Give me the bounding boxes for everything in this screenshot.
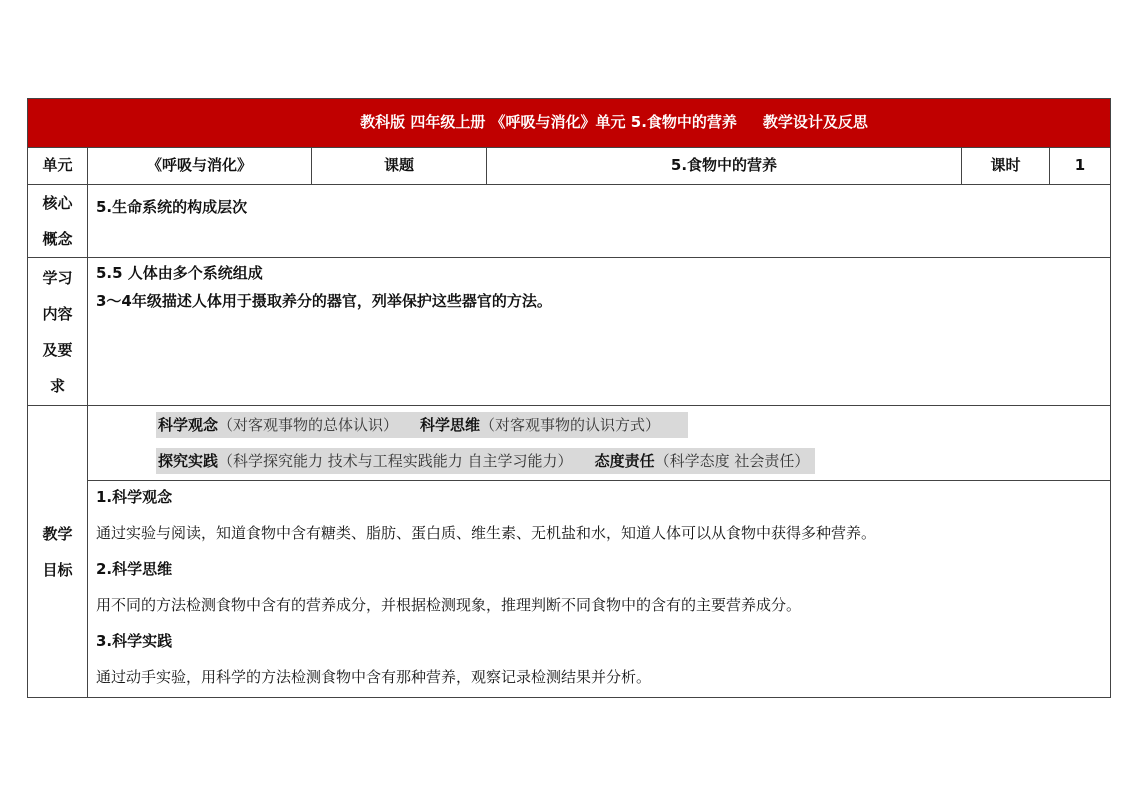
label-line: 教学 <box>42 524 73 543</box>
core-concept-label-line: 核心 <box>42 194 73 212</box>
teaching-goals-label <box>28 406 88 698</box>
literacy-bar <box>156 448 815 474</box>
literacy-key: 科学观念 <box>158 416 219 434</box>
literacy-bar <box>156 412 688 438</box>
objective-heading: 3.科学实践 <box>96 632 173 650</box>
objective-heading: 1.科学观念 <box>96 488 173 506</box>
objectives-row <box>28 481 1111 698</box>
literacy-note: （科学态度 社会责任） <box>654 452 810 470</box>
topic-value: 5.食物中的营养 <box>487 148 962 185</box>
learning-requirements-label <box>28 258 88 406</box>
requirement-line: 3～4年级描述人体用于摄取养分的器官，列举保护这些器官的方法。 <box>96 292 552 310</box>
literacy-key: 探究实践 <box>158 452 219 470</box>
learning-requirements-cell <box>88 258 1111 406</box>
title-main: 教科版 四年级上册 《呼吸与消化》单元 5.食物中的营养 <box>360 113 737 132</box>
unit-value: 《呼吸与消化》 <box>88 148 312 185</box>
label-line: 内容 <box>42 304 73 323</box>
objective-text: 通过动手实验，用科学的方法检测食物中含有那种营养，观察记录检测结果并分析。 <box>96 668 652 686</box>
label-line: 及要 <box>42 340 73 359</box>
header-row <box>28 148 1111 185</box>
literacy-note: （科学探究能力 技术与工程实践能力 自主学习能力） <box>218 452 573 470</box>
document-title <box>28 99 1111 148</box>
literacy-line-1 <box>156 412 1102 448</box>
core-concept-label-line: 概念 <box>42 230 73 248</box>
label-line: 学习 <box>42 268 73 287</box>
literacy-note: （对客观事物的认识方式） <box>480 416 661 434</box>
core-concept-cell <box>88 185 1111 258</box>
label-line: 目标 <box>42 560 73 579</box>
objective-heading: 2.科学思维 <box>96 560 173 578</box>
label-line: 求 <box>49 376 65 395</box>
core-concept-value: 5.生命系统的构成层次 <box>96 198 248 216</box>
requirement-line: 5.5 人体由多个系统组成 <box>96 264 263 282</box>
core-concept-row <box>28 185 1111 258</box>
literacy-key: 科学思维 <box>420 416 481 434</box>
literacy-note: （对客观事物的总体认识） <box>218 416 399 434</box>
objective-text: 通过实验与阅读，知道食物中含有糖类、脂肪、蛋白质、维生素、无机盐和水，知道人体可以从食物中获得多种营养。 <box>96 524 877 542</box>
title-suffix: 教学设计及反思 <box>762 113 868 132</box>
literacy-key: 态度责任 <box>594 452 655 470</box>
lesson-plan-table <box>27 98 1111 698</box>
period-value: 1 <box>1050 148 1111 185</box>
topic-label: 课题 <box>312 148 487 185</box>
literacy-row <box>28 406 1111 481</box>
core-concept-label <box>28 185 88 258</box>
literacy-line-2 <box>156 448 1102 474</box>
unit-label: 单元 <box>28 148 88 185</box>
title-row <box>28 99 1111 148</box>
objective-text: 用不同的方法检测食物中含有的营养成分，并根据检测现象，推理判断不同食物中的含有的主要营养成分。 <box>96 596 802 614</box>
core-literacy-cell <box>88 406 1111 481</box>
learning-requirements-row <box>28 258 1111 406</box>
period-label: 课时 <box>962 148 1050 185</box>
objectives-cell <box>88 481 1111 698</box>
